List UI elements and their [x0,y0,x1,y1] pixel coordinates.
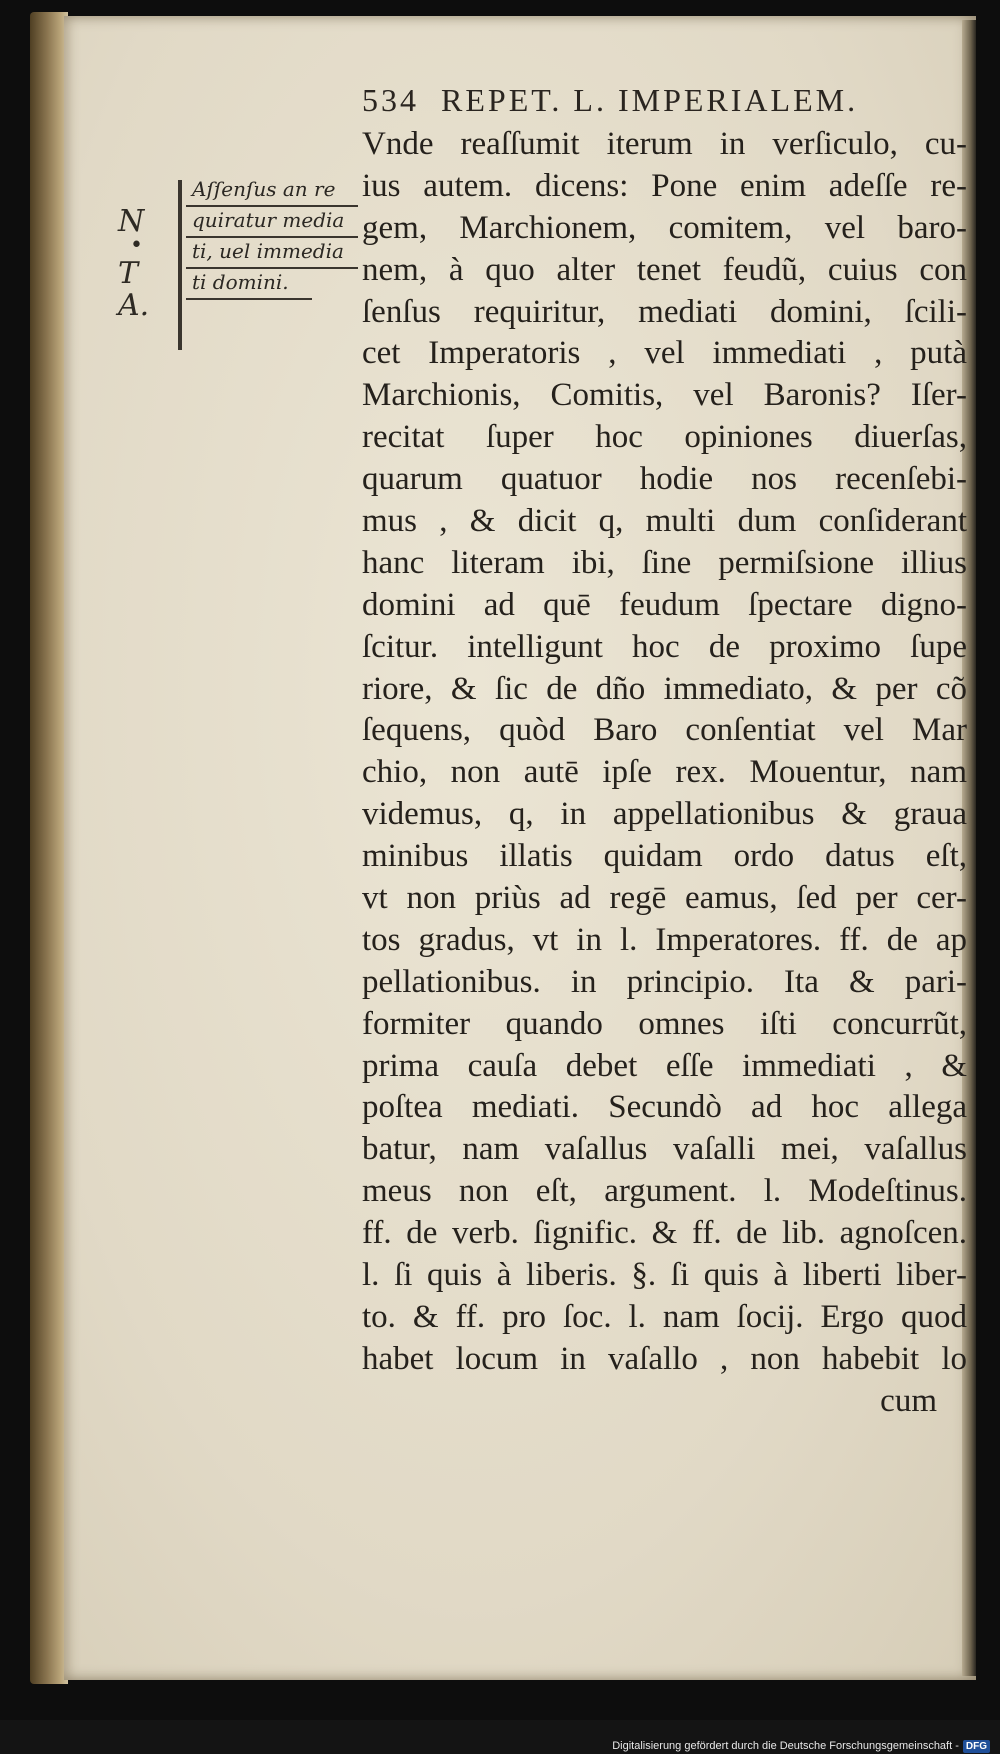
page-number: 534 [362,82,419,118]
text-line: ff. de verb. ſignific. & ff. de lib. agnoſcen. [362,1215,967,1252]
margin-bracket [178,180,182,350]
text-line: vt non priùs ad regē eamus, ſed per cer- [362,880,967,917]
text-line: recitat ſuper hoc opiniones diuerſas, [362,419,967,456]
nota-dot: • [130,233,143,258]
text-line: habet locum in vaſallo , non habebit lo [362,1340,967,1377]
nota-letter: T [118,256,139,291]
book-spine [30,12,68,1684]
dfg-logo: DFG [963,1740,990,1753]
text-line: riore, & ſic de dño immediato, & per cõ [362,670,967,707]
text-line: gem, Marchionem, comitem, vel baro- [362,209,967,246]
text-line: Marchionis, Comitis, vel Baronis? Iſer- [362,377,967,414]
text-line: quarum quatuor hodie nos recenſebi- [362,461,967,498]
margin-note-line: Aſſenſus an re [186,176,358,207]
digitization-footer [0,1738,990,1754]
footer-text: Digitalisierung gefördert durch die Deutsche Forschungsgemeinschaft - [612,1740,959,1752]
text-line: ius autem. dicens: Pone enim adeſſe re- [362,167,967,204]
text-line: hanc literam ibi, ſine permiſsione illius [362,544,967,581]
margin-note-line: quiratur media [186,207,358,238]
nota-annotation [118,206,178,322]
text-line: nem, à quo alter tenet feudũ, cuius con [362,251,967,288]
text-line: meus non eſt, argument. l. Modeſtinus. [362,1173,967,1210]
text-line: minibus illatis quidam ordo datus eſt, [362,838,967,875]
text-line: videmus, q, in appellationibus & graua [362,796,967,833]
text-line: batur, nam vaſallus vaſalli mei, vaſallus [362,1131,967,1168]
text-line: ſequens, quòd Baro conſentiat vel Mar [362,712,967,749]
body-text [362,124,967,1423]
text-line: ſcitur. intelligunt hoc de proximo ſupe [362,628,967,665]
text-line: prima cauſa debet eſſe immediati , & [362,1047,967,1084]
text-line: cet Imperatoris , vel immediati , putà [362,335,967,372]
text-line: to. & ff. pro ſoc. l. nam ſocij. Ergo quod [362,1298,967,1335]
text-line: tos gradus, vt in l. Imperatores. ff. de ap [362,921,967,958]
text-line: Vnde reaſſumit iterum in verſiculo, cu- [362,126,967,162]
margin-note [186,176,358,300]
margin-note-line: ti domini. [186,269,312,300]
text-line: ſenſus requiritur, mediati domini, ſcili- [362,293,967,330]
text-line: mus , & dicit q, multi dum conſiderant [362,503,967,540]
nota-letter: N [118,204,145,239]
margin-note-line: ti, uel immedia [186,238,358,269]
text-line: l. ſi quis à liberis. §. ſi quis à liberti liber- [362,1257,967,1294]
text-line: poſtea mediati. Secundò ad hoc allega [362,1089,967,1126]
running-title: REPET. L. IMPERIALEM. [441,82,859,118]
text-line: domini ad quē feudum ſpectare digno- [362,586,967,623]
nota-letter: A. [118,288,150,323]
text-line: pellationibus. in principio. Ita & pari- [362,963,967,1000]
text-line: chio, non autē ipſe rex. Mouentur, nam [362,754,967,791]
catchword: cum [880,1382,937,1419]
text-line: formiter quando omnes iſti concurrũt, [362,1005,967,1042]
running-head [362,82,942,119]
